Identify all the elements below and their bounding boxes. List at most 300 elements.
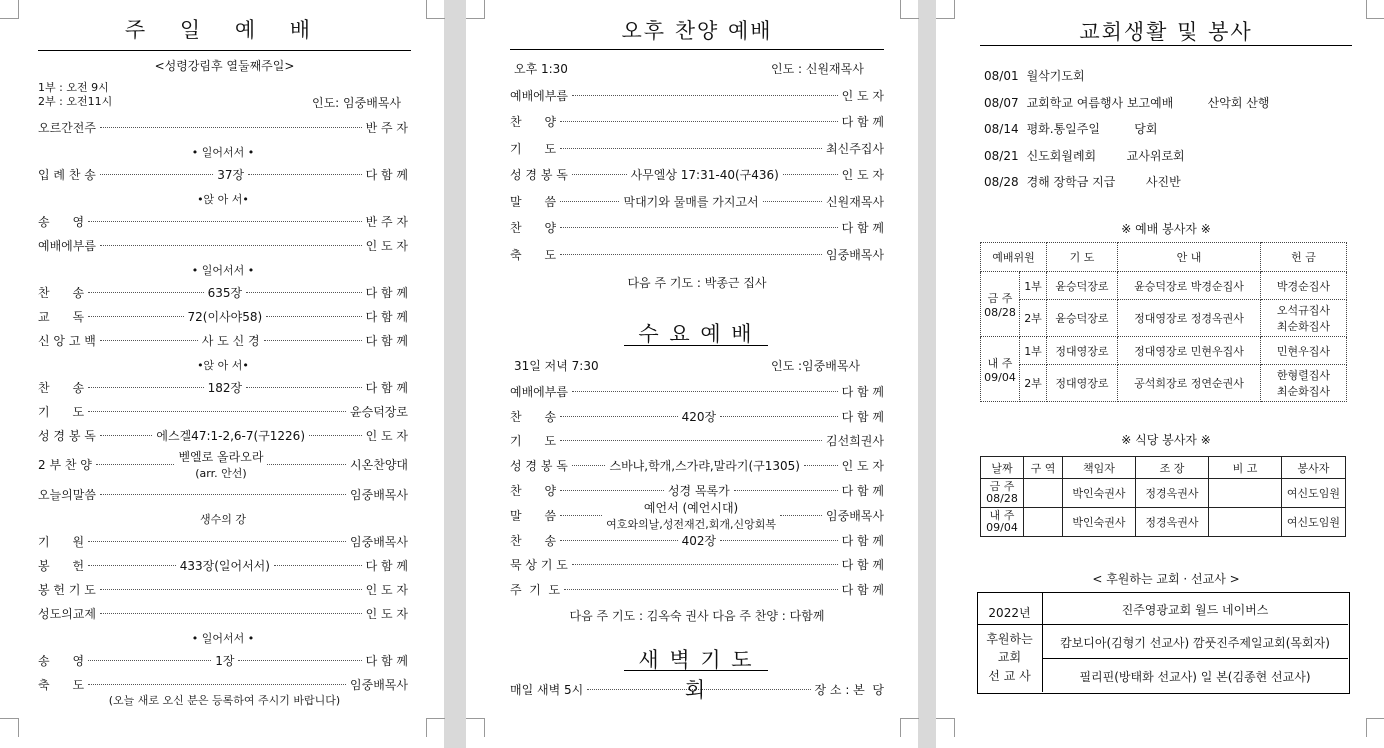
item-person: 다 함 께	[841, 115, 884, 130]
leader-dots	[267, 464, 346, 465]
item-detail-line: 막대기와 물매를 가지고서	[623, 194, 759, 209]
table-row	[981, 272, 1347, 300]
item-label: 입 례 찬 송	[38, 167, 96, 182]
week-date: 09/04	[986, 521, 1018, 534]
item-person: 임중배목사	[826, 508, 884, 523]
event-item	[984, 173, 1181, 190]
guide-cell: 윤승덕장로 박경순집사	[1118, 272, 1261, 300]
item-detail	[623, 193, 758, 210]
item-label: 찬 송	[38, 380, 85, 395]
item-label: 찬 양	[510, 115, 557, 130]
section-note: • 일어서서 •	[191, 632, 255, 645]
leader-dots	[564, 589, 838, 590]
part-cell: 1부	[1020, 337, 1047, 365]
afternoon-next: 다음 주 기도 : 박종근 집사	[627, 276, 767, 290]
item-person: 임중배목사	[350, 677, 408, 692]
service-row	[38, 449, 408, 480]
col-header: 예배위원	[981, 243, 1047, 272]
week-cell	[981, 272, 1020, 337]
service-row	[510, 406, 884, 427]
item-label: 성 경 봉 독	[510, 459, 568, 474]
guide-cell: 정대영장로 민현우집사	[1118, 337, 1261, 365]
item-detail	[180, 557, 270, 574]
leader-dots	[309, 435, 362, 436]
support-row: 진주영광교회 월드 네이버스	[1121, 603, 1269, 617]
event-item	[984, 67, 1085, 84]
prayer-cell: 정대영장로	[1047, 365, 1118, 402]
event-text: 경해 장학금 지급 사진반	[1026, 175, 1181, 189]
service-row	[510, 555, 884, 576]
service-row	[510, 84, 884, 107]
item-detail	[188, 308, 263, 325]
item-person: 인 도 자	[365, 238, 408, 253]
leader-dots	[100, 613, 362, 614]
offering-name: 오석규집사	[1276, 304, 1331, 317]
item-label: 교 독	[38, 309, 85, 324]
dawn-title: 새 벽 기 도 회	[638, 648, 754, 702]
item-label: 봉 헌	[38, 558, 85, 573]
item-label: 송 영	[38, 653, 85, 668]
part-cell: 1부	[1020, 272, 1047, 300]
item-person: 다 함 께	[365, 333, 408, 348]
item-detail-line: 에스겔47:1-2,6-7(구1226)	[156, 428, 306, 443]
service-row	[38, 377, 408, 397]
crop-mark	[426, 0, 445, 19]
event-item	[984, 147, 1185, 164]
crop-mark	[426, 718, 445, 737]
leader-dots	[246, 387, 362, 388]
event-text: 평화.통일주일 당회	[1026, 122, 1158, 136]
service-row	[38, 211, 408, 231]
divider	[38, 50, 411, 51]
item-person: 다 함 께	[365, 167, 408, 182]
item-label: 예배에부름	[510, 384, 568, 399]
date-cell	[981, 479, 1024, 508]
support-row: 필리핀(방태화 선교사) 일 본(김종현 선교사)	[1079, 670, 1311, 684]
col-header: 안 내	[1118, 243, 1261, 272]
item-detail	[682, 532, 717, 549]
item-person: 다 함 께	[365, 558, 408, 573]
offering-name: 민현우집사	[1276, 344, 1331, 358]
support-label: 선 교 사	[988, 669, 1031, 683]
item-person: 인 도 자	[841, 88, 884, 103]
item-label: 찬 양	[510, 484, 557, 499]
leader-dots	[88, 660, 211, 661]
dining-volunteers-title: ※ 식당 봉사자 ※	[1121, 433, 1211, 447]
page-church-life	[936, 0, 1384, 748]
service-row	[510, 530, 884, 551]
wednesday-time: 31일 저녁 7:30	[514, 359, 599, 373]
wednesday-next: 다음 주 기도 : 김옥숙 권사 다음 주 찬양 : 다함께	[569, 609, 825, 623]
page-sunday	[0, 0, 444, 748]
item-label: 찬 송	[510, 533, 557, 548]
leader-dots	[264, 340, 362, 341]
item-label: 말 씀	[510, 508, 557, 523]
item-person: 다 함 께	[841, 583, 884, 598]
item-person: 다 함 께	[365, 653, 408, 668]
support-title: < 후원하는 교회 · 선교사 >	[1092, 572, 1240, 586]
service-row	[510, 217, 884, 240]
offering-cell	[1261, 300, 1347, 337]
leader-dots	[238, 660, 361, 661]
wednesday-leader: 인도 :임중배목사	[771, 359, 861, 373]
item-label: 축 도	[38, 677, 85, 692]
divider	[624, 345, 768, 346]
item-detail-line: 성경 목록가	[667, 484, 730, 499]
col-header: 비 고	[1209, 457, 1282, 479]
item-detail-line: 사무엘상 17:31-40(구436)	[630, 168, 779, 183]
item-person: 다 함 께	[841, 221, 884, 236]
item-detail-line: 37장	[217, 167, 245, 182]
leader-dots	[572, 391, 838, 392]
item-detail	[178, 448, 263, 481]
crop-mark	[936, 0, 955, 19]
leader-dots	[804, 465, 838, 466]
item-person: 임중배목사	[826, 247, 884, 262]
volunteer-cell: 여신도임원	[1282, 508, 1346, 537]
service-row	[510, 480, 884, 501]
service-row	[510, 243, 884, 266]
item-person: 시온찬양대	[350, 458, 409, 472]
item-label: 성 경 봉 독	[38, 428, 96, 443]
offering-name: 한형렬집사	[1276, 369, 1331, 382]
service-row	[510, 431, 884, 452]
item-detail-line: 433장(일어서서)	[179, 558, 270, 573]
week-label: 금 주	[989, 480, 1015, 493]
item-person: 최신주집사	[826, 141, 884, 156]
section-note: • 일어서서 •	[191, 146, 255, 159]
chief-cell: 박인숙권사	[1063, 479, 1136, 508]
service-time-2: 2부 : 오전11시	[38, 95, 113, 108]
crop-mark	[466, 718, 485, 737]
item-person: 윤승덕장로	[350, 404, 408, 419]
leader-dots	[763, 201, 822, 202]
support-row: 캄보디아(김형기 선교사) 깜풋진주제일교회(목회자)	[1060, 636, 1330, 650]
leader-dots	[572, 564, 838, 565]
crop-mark	[1366, 0, 1384, 19]
item-label: 성도의교제	[38, 606, 96, 621]
item-label: 기 도	[38, 404, 85, 419]
service-row	[38, 674, 408, 694]
item-person: 인 도 자	[365, 582, 408, 597]
item-detail	[215, 652, 234, 669]
leader-dots	[88, 565, 176, 566]
service-row	[510, 164, 884, 187]
event-date: 08/28	[984, 175, 1019, 189]
area-cell	[1024, 508, 1063, 537]
event-date: 08/01	[984, 69, 1019, 83]
leader-dots	[100, 589, 362, 590]
prayer-cell: 정대영장로	[1047, 337, 1118, 365]
offering-cell	[1261, 272, 1347, 300]
event-item	[984, 120, 1157, 137]
leader-dots	[783, 174, 838, 175]
week-label: 내 주	[987, 356, 1013, 370]
item-detail	[606, 499, 776, 532]
leader-dots	[572, 174, 627, 175]
event-text: 신도회월례회 교사위로회	[1026, 148, 1185, 163]
item-person: 임중배목사	[350, 534, 408, 549]
item-detail	[631, 166, 779, 183]
event-text: 월삭기도회	[1026, 69, 1085, 83]
col-header: 헌 금	[1261, 243, 1347, 272]
item-person: 인 도 자	[841, 168, 885, 183]
item-label: 찬 양	[510, 221, 557, 236]
service-row	[38, 401, 408, 421]
leader-dots	[720, 416, 838, 417]
section-note: • 일어서서 •	[191, 264, 255, 277]
crop-mark	[900, 718, 919, 737]
table-row	[981, 508, 1346, 537]
footer-note: (오늘 새로 오신 분은 등록하여 주시기 바랍니다)	[108, 694, 341, 707]
item-person: 인 도 자	[365, 428, 409, 443]
page-afternoon	[466, 0, 918, 748]
leader-dots	[720, 540, 838, 541]
afternoon-leader: 인도 : 신원재목사	[771, 62, 864, 76]
chief-cell: 박인숙권사	[1063, 508, 1136, 537]
col-header: 조 장	[1136, 457, 1209, 479]
leader-dots	[560, 490, 664, 491]
item-label: 예배에부름	[38, 238, 96, 253]
item-person: 다 함 께	[841, 484, 885, 499]
item-label: 성 경 봉 독	[510, 168, 568, 183]
item-label: 2 부 찬 양	[38, 458, 92, 472]
service-row	[510, 190, 884, 213]
item-person: 다 함 께	[841, 384, 884, 399]
leader-dots	[88, 541, 346, 542]
crop-mark	[936, 718, 955, 737]
col-header: 구 역	[1024, 457, 1063, 479]
date-cell	[981, 508, 1024, 537]
divider	[624, 670, 768, 671]
prayer-cell: 윤승덕장로	[1047, 300, 1118, 337]
leader-dots	[572, 465, 606, 466]
leader-dots	[560, 148, 822, 149]
leader-dots	[248, 174, 361, 175]
leader-dots	[88, 292, 204, 293]
dawn-row	[510, 681, 884, 698]
item-detail-line: 여호와의날,성전재건,회개,신앙회복	[606, 517, 776, 531]
service-row	[38, 531, 408, 551]
leader-dots	[100, 127, 362, 128]
service-row	[38, 555, 408, 575]
wednesday-title: 수 요 예 배	[638, 322, 754, 346]
divider	[980, 45, 1352, 46]
dawn-label: 매일 새벽 5시	[510, 683, 584, 697]
leader-dots	[560, 440, 822, 441]
item-label: 기 원	[38, 534, 85, 549]
divider	[1042, 624, 1348, 625]
event-date: 08/21	[984, 148, 1019, 163]
item-label: 봉 헌 기 도	[38, 582, 96, 597]
item-person: 신원재목사	[826, 194, 885, 209]
item-person: 반 주 자	[365, 120, 408, 135]
service-row	[510, 579, 884, 600]
leader-cell: 정경옥권사	[1136, 508, 1209, 537]
leader-dots	[560, 254, 822, 255]
item-detail	[609, 457, 799, 474]
item-person: 반 주 자	[365, 214, 408, 229]
service-row	[38, 282, 408, 302]
item-detail-line: 420장	[681, 409, 717, 424]
leader-dots	[560, 540, 678, 541]
leader-dots	[246, 292, 362, 293]
support-label: 후원하는	[986, 632, 1033, 646]
note-cell	[1209, 508, 1282, 537]
service-row	[38, 603, 408, 623]
leader-dots	[100, 494, 346, 495]
leader-dots	[88, 387, 204, 388]
crop-mark	[466, 0, 485, 19]
offering-cell	[1261, 337, 1347, 365]
col-header: 책임자	[1063, 457, 1136, 479]
prayer-cell: 윤승덕장로	[1047, 272, 1118, 300]
leader-dots	[734, 490, 838, 491]
divider	[1042, 658, 1348, 659]
event-date: 08/14	[984, 122, 1019, 136]
afternoon-title: 오후 찬양 예배	[621, 19, 773, 43]
table-row	[981, 479, 1346, 508]
item-detail-line: 사 도 신 경	[201, 333, 260, 348]
leader-dots	[560, 515, 602, 516]
item-label: 오늘의말씀	[38, 487, 96, 502]
afternoon-time: 오후 1:30	[514, 62, 568, 76]
leader-dots	[560, 121, 838, 122]
service-row	[38, 164, 408, 184]
leader-dots	[100, 340, 198, 341]
event-text: 교회학교 여름행사 보고예배 산악회 산행	[1026, 95, 1270, 110]
dawn-place: 장 소 : 본 당	[814, 683, 884, 697]
item-label: 찬 송	[38, 285, 85, 300]
crop-mark	[1366, 718, 1384, 737]
item-person: 김선희권사	[826, 434, 884, 449]
item-person: 다 함 께	[365, 380, 409, 395]
service-row	[38, 650, 408, 670]
item-label: 예배에부름	[510, 88, 568, 103]
item-person: 인 도 자	[841, 459, 885, 474]
item-detail-line: 예언서 (예언시대)	[643, 500, 739, 515]
item-detail-line: 1장	[215, 653, 235, 668]
service-time-1: 1부 : 오전 9시	[38, 81, 109, 94]
worship-volunteers-table	[980, 242, 1347, 402]
crop-mark	[900, 0, 919, 19]
item-person: 다 함 께	[365, 285, 409, 300]
offering-cell	[1261, 365, 1347, 402]
service-row	[38, 306, 408, 326]
leader-dots	[560, 416, 678, 417]
offering-name: 최순화집사	[1276, 385, 1331, 398]
item-detail-line: 벧엘로 올라오라	[178, 450, 264, 464]
service-row	[38, 117, 408, 137]
service-row	[510, 111, 884, 134]
section-note: •앉 아 서•	[197, 359, 249, 372]
item-label: 찬 송	[510, 409, 557, 424]
item-detail	[668, 482, 730, 499]
item-detail-line: 635장	[207, 285, 243, 300]
crop-mark	[0, 718, 19, 737]
divider	[977, 624, 1042, 625]
leader-dots	[100, 174, 213, 175]
col-header: 날짜	[981, 457, 1024, 479]
leader-dots	[560, 201, 619, 202]
item-label: 묵 상 기 도	[510, 558, 568, 573]
item-label: 축 도	[510, 247, 557, 262]
leader-dots	[100, 245, 362, 246]
leader-dots	[88, 411, 346, 412]
guide-cell: 공석희장로 정연순권사	[1118, 365, 1261, 402]
subtitle: <성령강림후 열둘째주일>	[154, 59, 295, 73]
leader-dots	[88, 221, 362, 222]
leader-dots	[96, 464, 175, 465]
week-cell	[981, 337, 1020, 402]
item-detail-line: 72(이사야58)	[187, 309, 263, 324]
service-row	[38, 235, 408, 255]
table-row	[981, 300, 1347, 337]
guide-cell: 정대영장로 정경옥권사	[1118, 300, 1261, 337]
leader: 인도: 임중배목사	[312, 96, 402, 110]
item-person: 인 도 자	[365, 606, 408, 621]
support-label: 교회	[997, 650, 1022, 664]
item-detail-line: 스바냐,학개,스가랴,말라기(구1305)	[609, 459, 800, 474]
leader-cell: 정경옥권사	[1136, 479, 1209, 508]
service-row	[38, 579, 408, 599]
table-row	[981, 365, 1347, 402]
section-note: 생수의 강	[199, 513, 246, 526]
week-date: 08/28	[984, 305, 1016, 319]
section-note: •앉 아 서•	[197, 193, 249, 206]
col-header: 기 도	[1047, 243, 1118, 272]
area-cell	[1024, 479, 1063, 508]
event-date: 08/07	[984, 95, 1019, 110]
item-person: 다 함 께	[841, 558, 884, 573]
item-person: 다 함 께	[841, 409, 885, 424]
item-label: 말 씀	[510, 194, 557, 209]
crop-mark	[0, 0, 19, 19]
week-date: 09/04	[984, 370, 1016, 384]
church-life-title: 교회생활 및 봉사	[1079, 20, 1253, 44]
week-date: 08/28	[986, 492, 1018, 505]
leader-dots	[100, 435, 153, 436]
item-label: 신 앙 고 백	[38, 333, 96, 348]
item-detail-line: 402장	[681, 533, 717, 548]
divider	[510, 49, 884, 50]
item-detail	[682, 408, 717, 425]
service-row	[38, 425, 408, 445]
service-row	[510, 137, 884, 160]
leader-dots	[266, 316, 361, 317]
service-row	[510, 381, 884, 402]
page-title: 주 일 예 배	[124, 18, 325, 42]
offering-name: 최순화집사	[1276, 320, 1331, 333]
service-row	[510, 455, 884, 476]
item-detail-line: 182장	[207, 380, 243, 395]
leader-dots	[572, 95, 838, 96]
item-detail	[217, 166, 244, 183]
part-cell: 2부	[1020, 300, 1047, 337]
item-detail	[208, 379, 243, 396]
item-detail-line: (arr. 안선)	[195, 467, 247, 480]
item-label: 송 영	[38, 214, 85, 229]
leader-dots	[587, 689, 810, 690]
leader-dots	[88, 316, 183, 317]
volunteer-cell: 여신도임원	[1282, 479, 1346, 508]
item-detail	[202, 332, 260, 349]
item-label: 오르간전주	[38, 120, 96, 135]
item-person: 다 함 께	[841, 533, 885, 548]
item-person: 임중배목사	[350, 487, 408, 502]
item-person: 다 함 께	[365, 309, 409, 324]
item-detail	[156, 427, 305, 444]
